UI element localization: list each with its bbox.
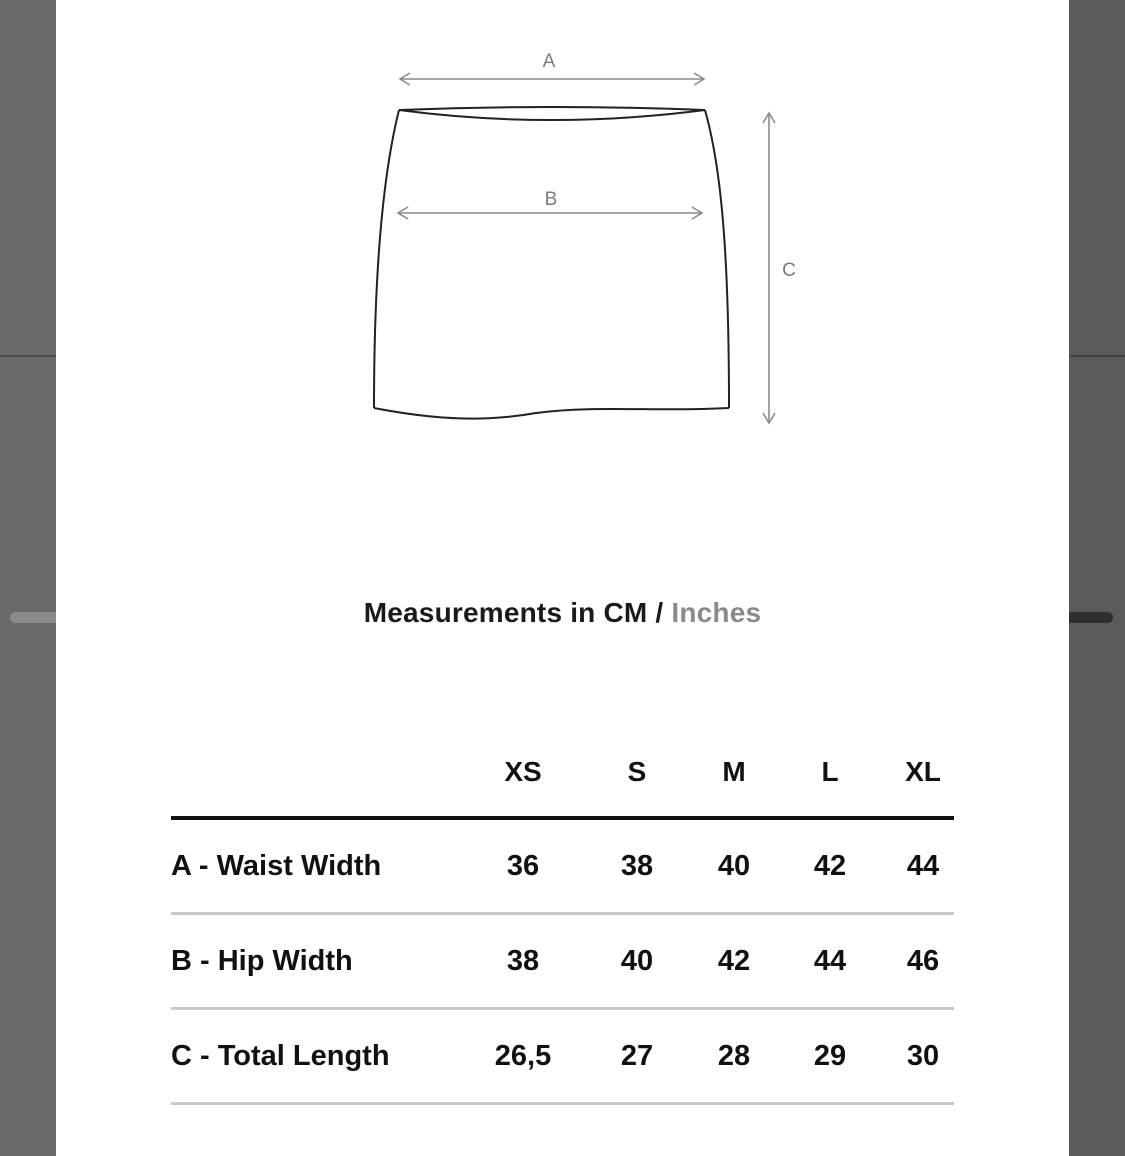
cell-value: 42 bbox=[813, 850, 847, 882]
cell-value: 44 bbox=[906, 850, 940, 882]
carousel-scroll-left[interactable] bbox=[10, 612, 56, 623]
unit-separator: / bbox=[647, 597, 672, 628]
cell-value: 26,5 bbox=[494, 1040, 552, 1072]
cell-value: 36 bbox=[506, 850, 540, 882]
cell-value: 29 bbox=[813, 1040, 847, 1072]
unit-cm[interactable]: Measurements in CM bbox=[363, 597, 648, 628]
cell-value: 38 bbox=[506, 945, 540, 977]
label-b: B bbox=[544, 189, 558, 210]
carousel-scroll-right[interactable] bbox=[1069, 612, 1113, 623]
row-label-hip: B - Hip Width bbox=[171, 945, 353, 977]
cell-value: 28 bbox=[717, 1040, 751, 1072]
size-table bbox=[171, 750, 954, 1105]
row-label-waist: A - Waist Width bbox=[171, 850, 382, 882]
label-c: C bbox=[782, 260, 796, 281]
size-guide-modal bbox=[56, 0, 1069, 1156]
row-label-length: C - Total Length bbox=[171, 1040, 390, 1072]
size-header-row bbox=[171, 750, 954, 820]
backdrop-left bbox=[0, 0, 56, 1156]
cell-value: 40 bbox=[620, 945, 654, 977]
measurement-units-heading bbox=[56, 597, 1069, 629]
size-s: S bbox=[627, 756, 647, 787]
cell-value: 38 bbox=[620, 850, 654, 882]
skirt-diagram bbox=[56, 0, 1069, 460]
table-row bbox=[171, 915, 954, 1010]
backdrop-divider-left bbox=[0, 355, 56, 357]
backdrop-divider-right bbox=[1069, 355, 1125, 357]
size-m: M bbox=[722, 756, 746, 787]
cell-value: 30 bbox=[906, 1040, 940, 1072]
cell-value: 40 bbox=[717, 850, 751, 882]
skirt-outline bbox=[374, 107, 729, 419]
size-xs: XS bbox=[504, 756, 542, 787]
table-row bbox=[171, 820, 954, 915]
arrow-a bbox=[400, 73, 704, 85]
label-a: A bbox=[542, 51, 556, 72]
unit-inches[interactable]: Inches bbox=[671, 597, 762, 628]
backdrop-right bbox=[1069, 0, 1125, 1156]
cell-value: 27 bbox=[620, 1040, 654, 1072]
size-xl: XL bbox=[905, 756, 941, 787]
cell-value: 44 bbox=[813, 945, 847, 977]
arrow-c bbox=[763, 113, 775, 423]
cell-value: 42 bbox=[717, 945, 751, 977]
cell-value: 46 bbox=[906, 945, 940, 977]
size-l: L bbox=[821, 756, 839, 787]
table-row bbox=[171, 1010, 954, 1105]
